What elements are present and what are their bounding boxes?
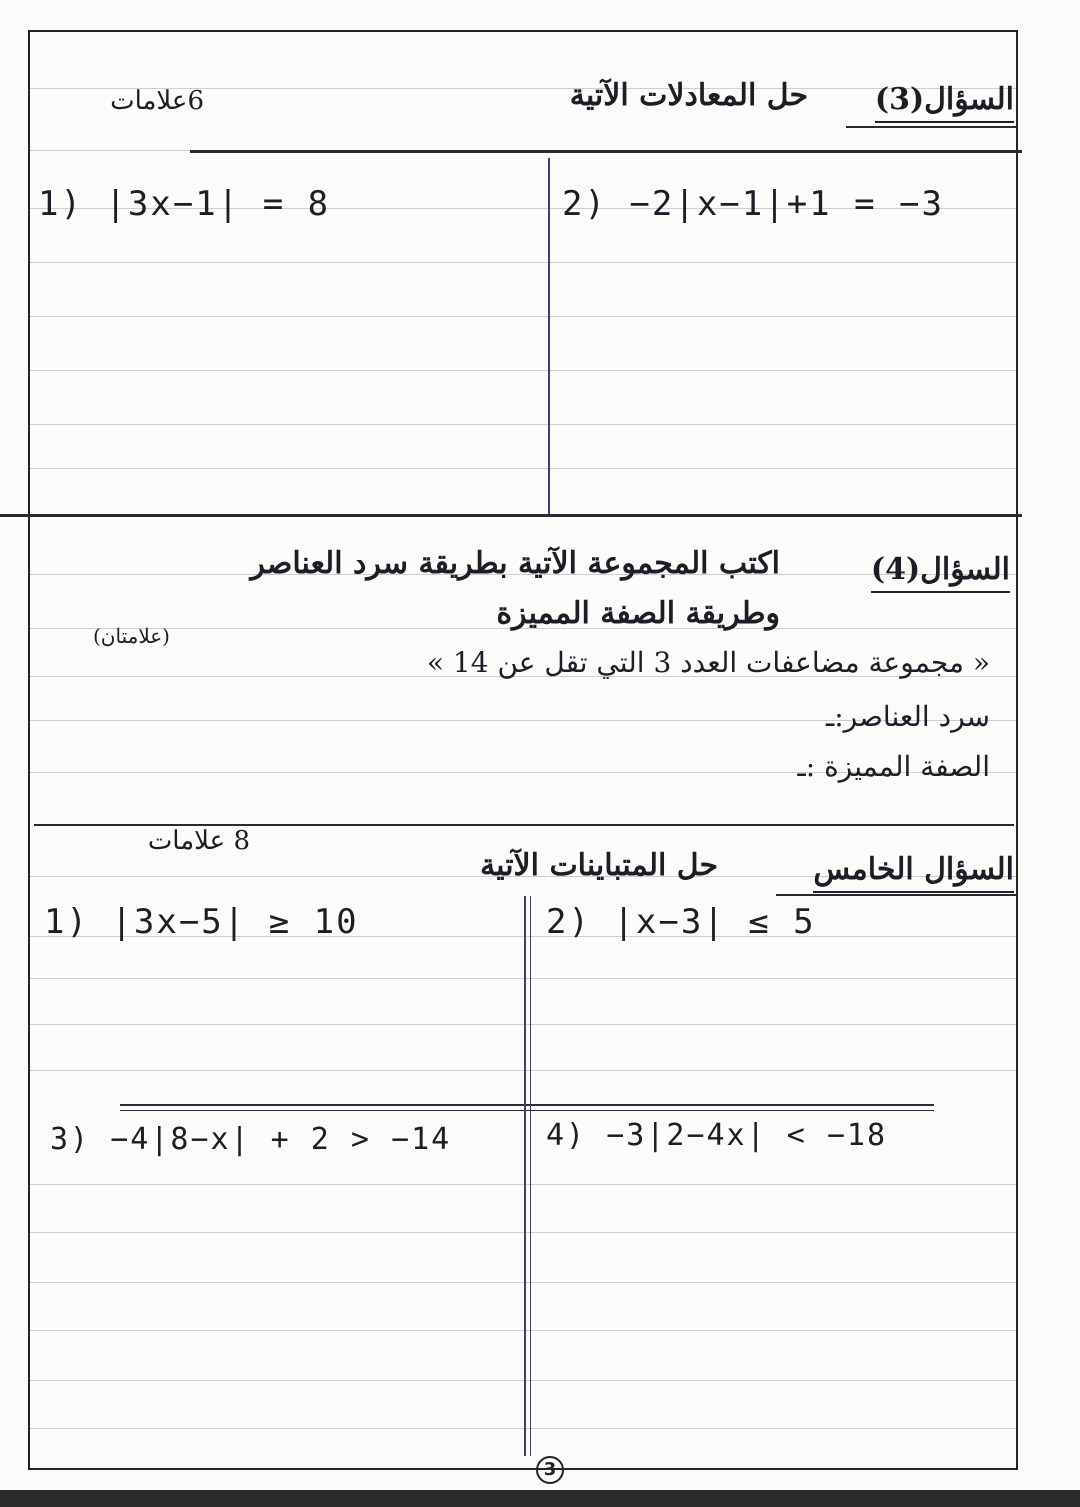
question-3-marks: 6علامات bbox=[110, 86, 204, 116]
inequality-4: 4) −3|2−4x| < −18 bbox=[546, 1118, 888, 1153]
equation-1: 1) |3x−1| = 8 bbox=[38, 184, 331, 224]
inequality-3: 3) −4|8−x| + 2 > −14 bbox=[50, 1122, 452, 1157]
question-4-title: السؤال(4) bbox=[871, 552, 1010, 593]
question-5-marks: 8 علامات bbox=[147, 826, 250, 856]
question-4-instruction-line1: اكتب المجموعة الآتية بطريقة سرد العناصر bbox=[250, 546, 780, 581]
set-builder-label: الصفة المميزة :ـ bbox=[797, 750, 990, 783]
question-3-title: السؤال(3) bbox=[875, 82, 1014, 123]
scan-bottom-edge bbox=[0, 1490, 1080, 1507]
inequality-1: 1) |3x−5| ≥ 10 bbox=[44, 902, 359, 942]
question-5-instruction: حل المتباينات الآتية bbox=[480, 848, 718, 883]
page-number: 3 bbox=[536, 1456, 564, 1484]
set-description: « مجموعة مضاعفات العدد 3 التي تقل عن 14 » bbox=[426, 646, 990, 679]
equation-2: 2) −2|x−1|+1 = −3 bbox=[562, 184, 944, 224]
inequality-2: 2) |x−3| ≤ 5 bbox=[546, 902, 816, 942]
question-4-instruction-line2: وطريقة الصفة المميزة bbox=[496, 596, 780, 631]
question-3-instruction: حل المعادلات الآتية bbox=[569, 78, 808, 113]
question-4-marks: (علامتان) bbox=[92, 624, 170, 648]
question-5-title: السؤال الخامس bbox=[813, 852, 1014, 893]
roster-method-label: سرد العناصر:ـ bbox=[826, 700, 990, 733]
